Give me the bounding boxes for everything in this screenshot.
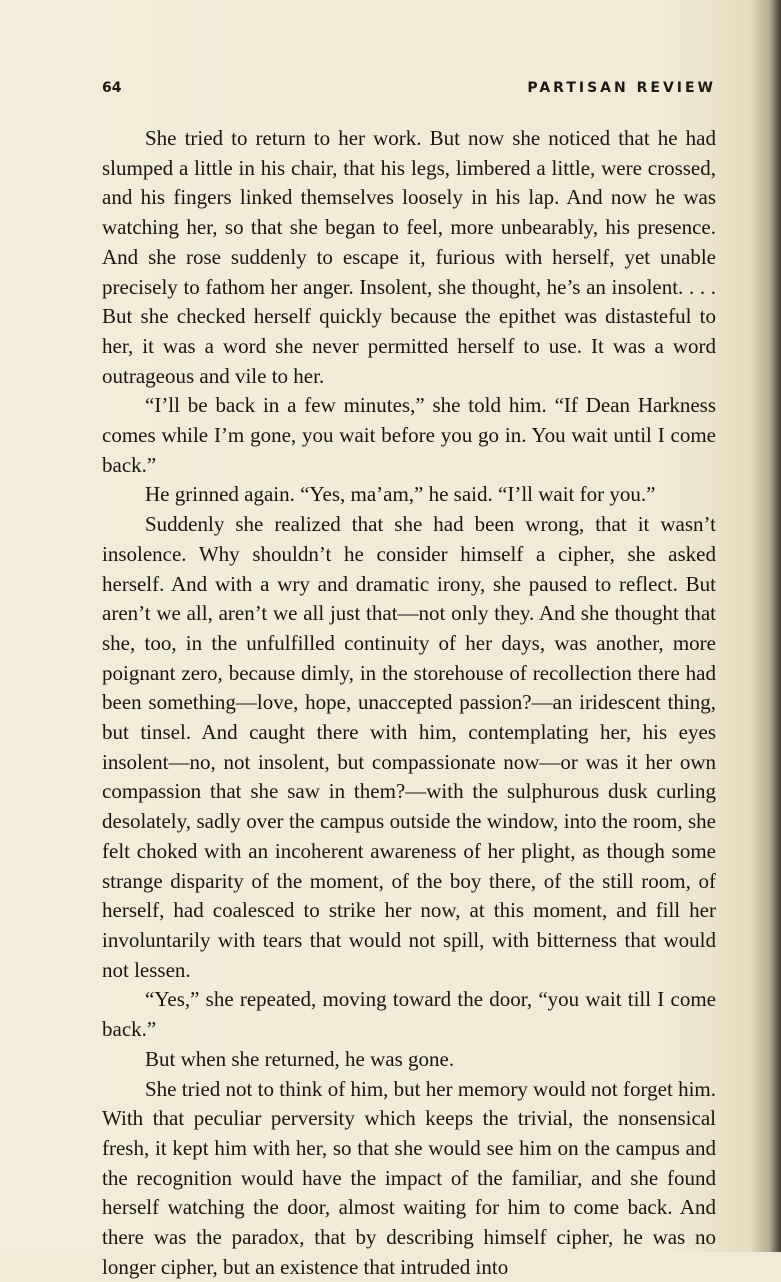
body-text	[102, 124, 716, 1282]
paragraph: She tried not to think of him, but her memory would not forget him. With that peculiar perversity which keeps the trivial, the nonsensical fresh, it kept him with her, so that she would see him on the campus and the recognition would have the impact of the familiar, and she found herself watching the door, almost waiting for him to come back. And there was the paradox, that by describing himself cipher, he was no longer cipher, but an existence that intruded into	[102, 1075, 716, 1282]
running-title: PARTISAN REVIEW	[527, 80, 716, 96]
paragraph: “I’ll be back in a few minutes,” she told him. “If Dean Harkness comes while I’m gone, you wait before you go in. You wait until I come back.”	[102, 391, 716, 480]
paragraph: “Yes,” she repeated, moving toward the door, “you wait till I come back.”	[102, 985, 716, 1044]
paragraph: She tried to return to her work. But now she noticed that he had slumped a little in his chair, that his legs, limbered a little, were crossed, and his fingers linked themselves loosely in his lap. And now he was watching her, so that she began to feel, more unbearably, his presence. And she rose suddenly to escape it, furious with herself, yet unable precisely to fathom her anger. Insolent, she thought, he’s an insolent. . . . But she checked herself quickly because the epithet was distasteful to her, it was a word she never permitted herself to use. It was a word outrageous and vile to her.	[102, 124, 716, 391]
page-header	[102, 80, 716, 104]
paragraph: Suddenly she realized that she had been wrong, that it wasn’t insolence. Why shouldn’t he consider himself a cipher, she asked herself. And with a wry and dramatic irony, she paused to reflect. But aren’t we all, aren’t we all just that—not only they. And she thought that she, too, in the unfulfilled continuity of her days, was another, more poignant zero, because dimly, in the storehouse of recollection there had been something—love, hope, unaccepted passion?—an iridescent thing, but tinsel. And caught there with him, contemplating her, his eyes insolent—no, not insolent, but compassionate now—or was it her own compassion that she saw in them?—with the sulphurous dusk curling desolately, sadly over the campus outside the window, into the room, she felt choked with an incoherent awareness of her plight, as though some strange disparity of the moment, of the boy there, of the still room, of herself, had coalesced to strike her now, at this moment, and fill her involuntarily with tears that would not spill, with bitterness that would not lessen.	[102, 510, 716, 985]
paragraph: But when she returned, he was gone.	[102, 1045, 716, 1075]
paragraph: He grinned again. “Yes, ma’am,” he said. “I’ll wait for you.”	[102, 480, 716, 510]
page-number: 64	[102, 80, 121, 96]
